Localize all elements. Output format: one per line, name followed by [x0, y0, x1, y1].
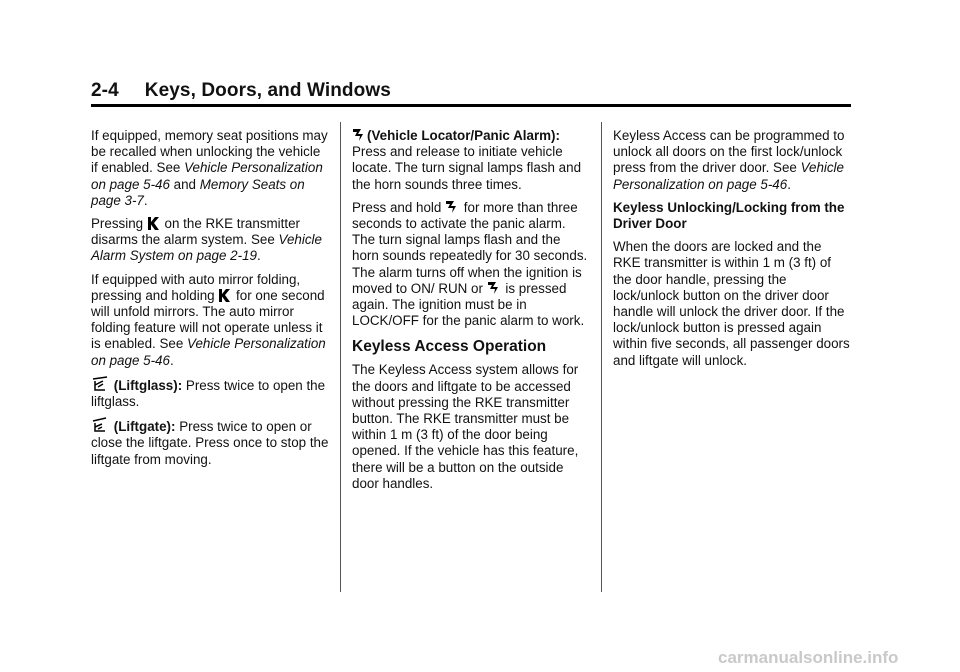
keyless-programming-paragraph: Keyless Access can be programmed to unlock all doors on the first lock/unlock press from the driver door. See Vehicle Personalization on page 5-46. — [613, 128, 845, 192]
liftglass-paragraph: (Liftglass): Press twice to open the liftglass. — [91, 377, 326, 410]
vehicle-locator-panic-icon — [446, 200, 458, 214]
panic-hold-paragraph: Press and hold for more than three seconds to activate the panic alarm. The turn signal lamps flash and the horn sounds repeatedly for 30 seconds. The alarm turns off when the ignition is moved to ON/ RUN or is pressed again. The ignition must be in LOCK/OFF for the panic alarm to work. — [352, 199, 588, 329]
driver-door-paragraph: When the doors are locked and the RKE transmitter is within 1 m (3 ft) of the door handle, pressing the lock/unlock button on the driver door handle will unlock the driver door. If the lock/unlock button is pressed again within five seconds, all passenger doors and liftgate will unlock. — [613, 239, 850, 368]
page-number: 2-4 — [91, 80, 119, 101]
disarm-paragraph: Pressing on the RKE transmitter disarms the alarm system. See Vehicle Alarm System on page 2-19. — [91, 216, 322, 264]
column-right — [613, 128, 851, 376]
mirror-folding-paragraph: If equipped with auto mirror folding, pressing and holding for one second will unfold mirrors. The auto mirror folding feature will not operate unless it is enabled. See Vehicle Personalization on page 5-46. — [91, 271, 326, 368]
watermark: carmanualsonline.info — [718, 648, 899, 667]
section-heading: Keyless Access Operation — [352, 338, 547, 356]
page-header — [91, 80, 391, 102]
vehicle-locator-panic-icon — [488, 281, 500, 295]
keyless-access-paragraph: The Keyless Access system allows for the doors and liftgate to be accessed without pressing the RKE transmitter button. The RKE transmitter must be within 1 m (3 ft) of the door being opened. If the vehicle has this feature, there will be a button on the outside door handles. — [352, 362, 579, 491]
xref-vehicle-personalization[interactable]: Vehicle Personalization on page 5-46 — [91, 160, 323, 192]
column-left — [91, 128, 329, 475]
xref-vehicle-personalization[interactable]: Vehicle Personalization on page 5-46 — [91, 336, 326, 368]
xref-vehicle-alarm-system[interactable]: Vehicle Alarm System on page 2-19 — [91, 232, 322, 264]
unlock-key-icon — [148, 217, 159, 230]
vehicle-locator-panic-icon — [353, 128, 365, 142]
memory-seat-paragraph: If equipped, memory seat positions may be recalled when unlocking the vehicle if enabled. See Vehicle Personalization on page 5-46 and Memory Seats on page 3-7. — [91, 128, 328, 208]
column-divider — [601, 122, 602, 592]
liftglass-icon — [92, 376, 108, 392]
column-divider — [340, 122, 341, 592]
panic-alarm-paragraph: (Vehicle Locator/Panic Alarm): Press and release to initiate vehicle locate. The turn signal lamps flash and the horn sounds three times. — [352, 128, 582, 192]
liftgate-icon — [92, 417, 108, 433]
xref-vehicle-personalization[interactable]: Vehicle Personalization on page 5-46 — [613, 160, 844, 192]
column-middle — [352, 128, 590, 499]
page-title: Keys, Doors, and Windows — [144, 80, 391, 101]
header-rule — [91, 104, 851, 107]
xref-memory-seats[interactable]: Memory Seats on page 3-7 — [91, 176, 305, 208]
unlock-key-icon — [219, 289, 230, 302]
subsection-heading: Keyless Unlocking/Locking from the Driver Door — [613, 199, 845, 232]
liftgate-paragraph: (Liftgate): Press twice to open or close the liftgate. Press once to stop the liftgate from moving. — [91, 419, 329, 467]
